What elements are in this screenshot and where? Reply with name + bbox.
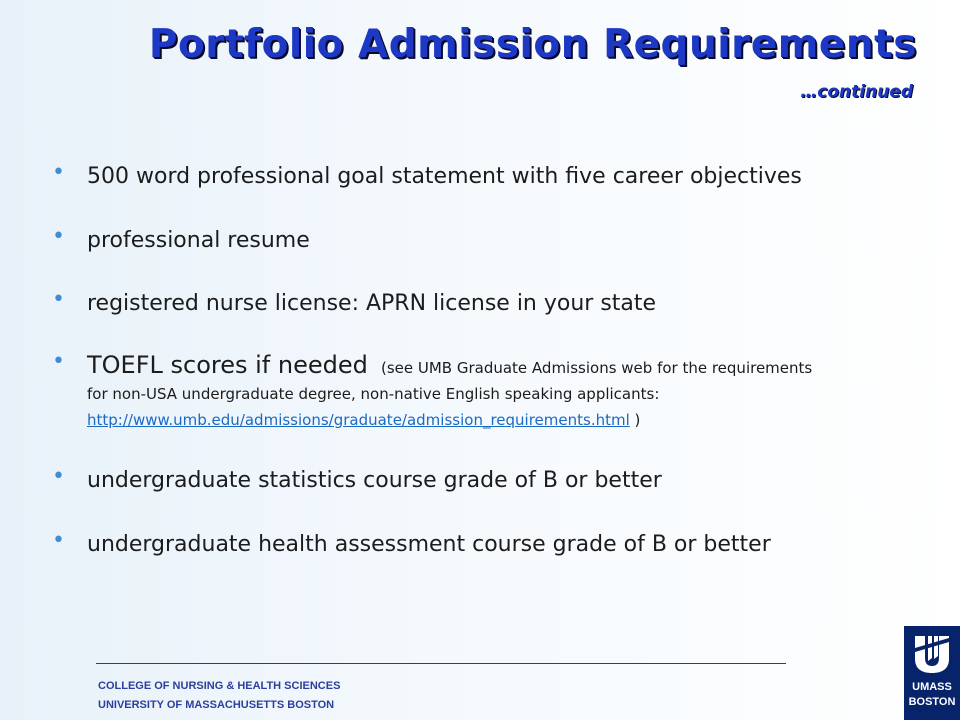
footer-university: UNIVERSITY OF MASSACHUSETTS BOSTON xyxy=(98,699,335,711)
bullet-dot-icon: • xyxy=(52,160,65,185)
bullet-dot-icon: • xyxy=(52,224,65,249)
toefl-note-end: ) xyxy=(634,411,641,429)
bullet-text: 500 word professional goal statement with five career objectives xyxy=(87,164,802,189)
requirements-list xyxy=(52,160,932,562)
footer-college: COLLEGE OF NURSING & HEALTH SCIENCES xyxy=(98,680,341,692)
bullet-text: registered nurse license: APRN license in your state xyxy=(87,291,657,316)
umass-boston-logo xyxy=(904,626,960,720)
umass-logo-mark-icon xyxy=(911,634,953,674)
footer xyxy=(98,677,340,715)
toefl-note-cont: for non-USA undergraduate degree, non-native English speaking applicants: xyxy=(87,385,660,403)
bullet-dot-icon: • xyxy=(52,287,65,312)
bullet-text: professional resume xyxy=(87,228,310,253)
bullet-dot-icon: • xyxy=(52,464,65,489)
bullet-dot-icon: • xyxy=(52,349,65,374)
toefl-note-start: (see UMB Graduate Admissions web for the requirements xyxy=(380,359,813,377)
footer-divider xyxy=(96,663,786,664)
list-item-resume xyxy=(52,224,932,258)
bullet-text: undergraduate health assessment course grade of B or better xyxy=(87,532,771,557)
list-item-license xyxy=(52,287,932,321)
slide-title: Portfolio Admission Requirements xyxy=(148,22,917,67)
list-item-toefl xyxy=(52,349,932,433)
list-item-health-assessment xyxy=(52,528,932,562)
bullet-dot-icon: • xyxy=(52,528,65,553)
list-item-statistics xyxy=(52,464,932,498)
list-item-goal-statement xyxy=(52,160,932,194)
slide-subtitle: …continued xyxy=(800,82,913,102)
bullet-text: undergraduate statistics course grade of B or better xyxy=(87,468,662,493)
toefl-label: TOEFL scores if needed xyxy=(87,351,368,379)
toefl-link-line xyxy=(87,407,932,433)
admission-requirements-link[interactable]: http://www.umb.edu/admissions/graduate/admission_requirements.html xyxy=(87,411,630,429)
logo-umass-text: UMASS xyxy=(912,681,952,693)
logo-boston-text: BOSTON xyxy=(908,696,956,708)
toefl-line xyxy=(87,349,932,381)
